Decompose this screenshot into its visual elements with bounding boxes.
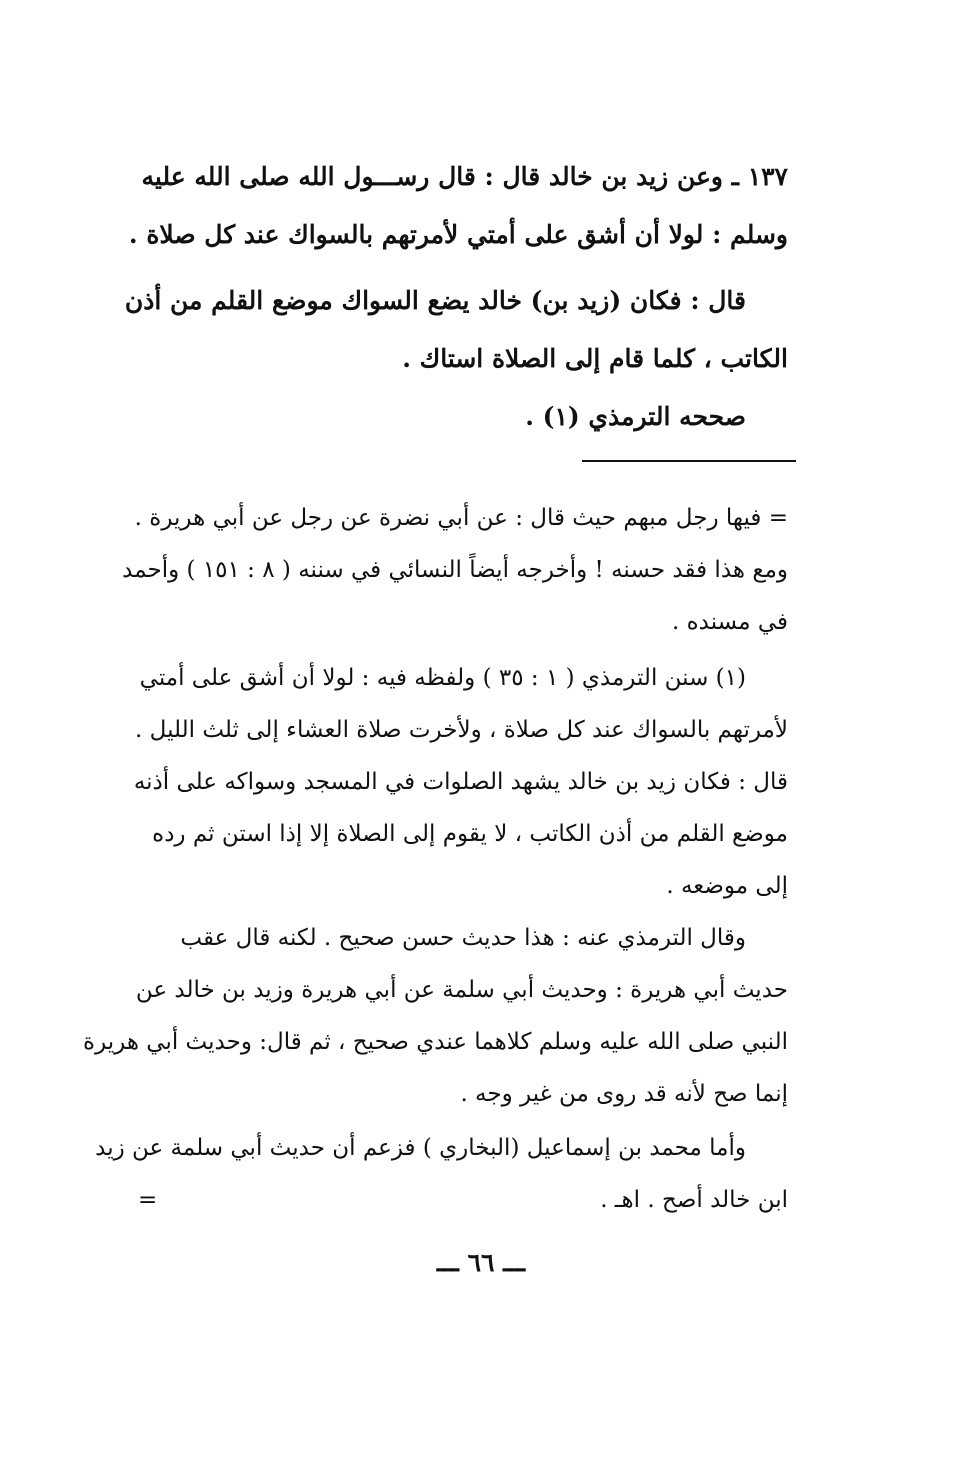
footnote-separator <box>582 460 796 462</box>
footnote-line: إنما صح لأنه قد روى من غير وجه . <box>460 1081 788 1107</box>
footnote-line: حديث أبي هريرة : وحديث أبي سلمة عن أبي هريرة وزيد بن خالد عن <box>135 977 788 1003</box>
footnote-line: موضع القلم من أذن الكاتب ، لا يقوم إلى الصلاة إلا إذا استن ثم رده <box>152 821 788 847</box>
page-number: ـــ ٦٦ ـــ <box>436 1248 526 1277</box>
hadith-text <box>124 148 788 446</box>
footnote-line: (١) سنن الترمذي ( ١ : ٣٥ ) ولفظه فيه : لولا أن أشق على أمتي <box>139 665 746 691</box>
footnote-line-text: ابن خالد أصح . اهـ . <box>600 1187 788 1213</box>
footnote-tirmidhi-comment <box>83 912 788 1120</box>
footnote-line <box>138 1174 788 1226</box>
footnote-line: = فيها رجل مبهم حيث قال : عن أبي نضرة عن رجل عن أبي هريرة . <box>134 505 788 531</box>
footnote-line: ومع هذا فقد حسنه ! وأخرجه أيضاً النسائي في سننه ( ٨ : ١٥١ ) وأحمد <box>122 557 788 583</box>
footnote-1 <box>133 652 788 912</box>
hadith-source: صححه الترمذي (١) . <box>525 402 746 431</box>
hadith-line: الكاتب ، كلما قام إلى الصلاة استاك . <box>402 344 788 373</box>
footnote-line: وقال الترمذي عنه : هذا حديث حسن صحيح . لكنه قال عقب <box>180 925 746 951</box>
hadith-line: قال : فكان (زيد بن) خالد يضع السواك موضع القلم من أذن <box>124 286 746 315</box>
footnote-line: قال : فكان زيد بن خالد يشهد الصلوات في المسجد وسواكه على أذنه <box>133 769 788 795</box>
footnote-line: وأما محمد بن إسماعيل (البخاري ) فزعم أن حديث أبي سلمة عن زيد <box>95 1135 746 1161</box>
continuation-mark: = <box>138 1187 158 1213</box>
hadith-line: وسلم : لولا أن أشق على أمتي لأمرتهم بالسواك عند كل صلاة . <box>128 220 788 249</box>
footnote-continuation <box>122 492 788 648</box>
footnote-line: لأمرتهم بالسواك عند كل صلاة ، ولأخرت صلاة العشاء إلى ثلث الليل . <box>135 717 788 743</box>
hadith-line: ١٣٧ ـ وعن زيد بن خالد قال : قال رســـول الله صلى الله عليه <box>141 162 788 191</box>
footnote-line: في مسنده . <box>672 609 788 635</box>
footnote-line: إلى موضعه . <box>666 873 788 899</box>
footnote-bukhari-comment <box>95 1122 788 1226</box>
footnote-line: النبي صلى الله عليه وسلم كلاهما عندي صحيح ، ثم قال: وحديث أبي هريرة <box>83 1029 788 1055</box>
